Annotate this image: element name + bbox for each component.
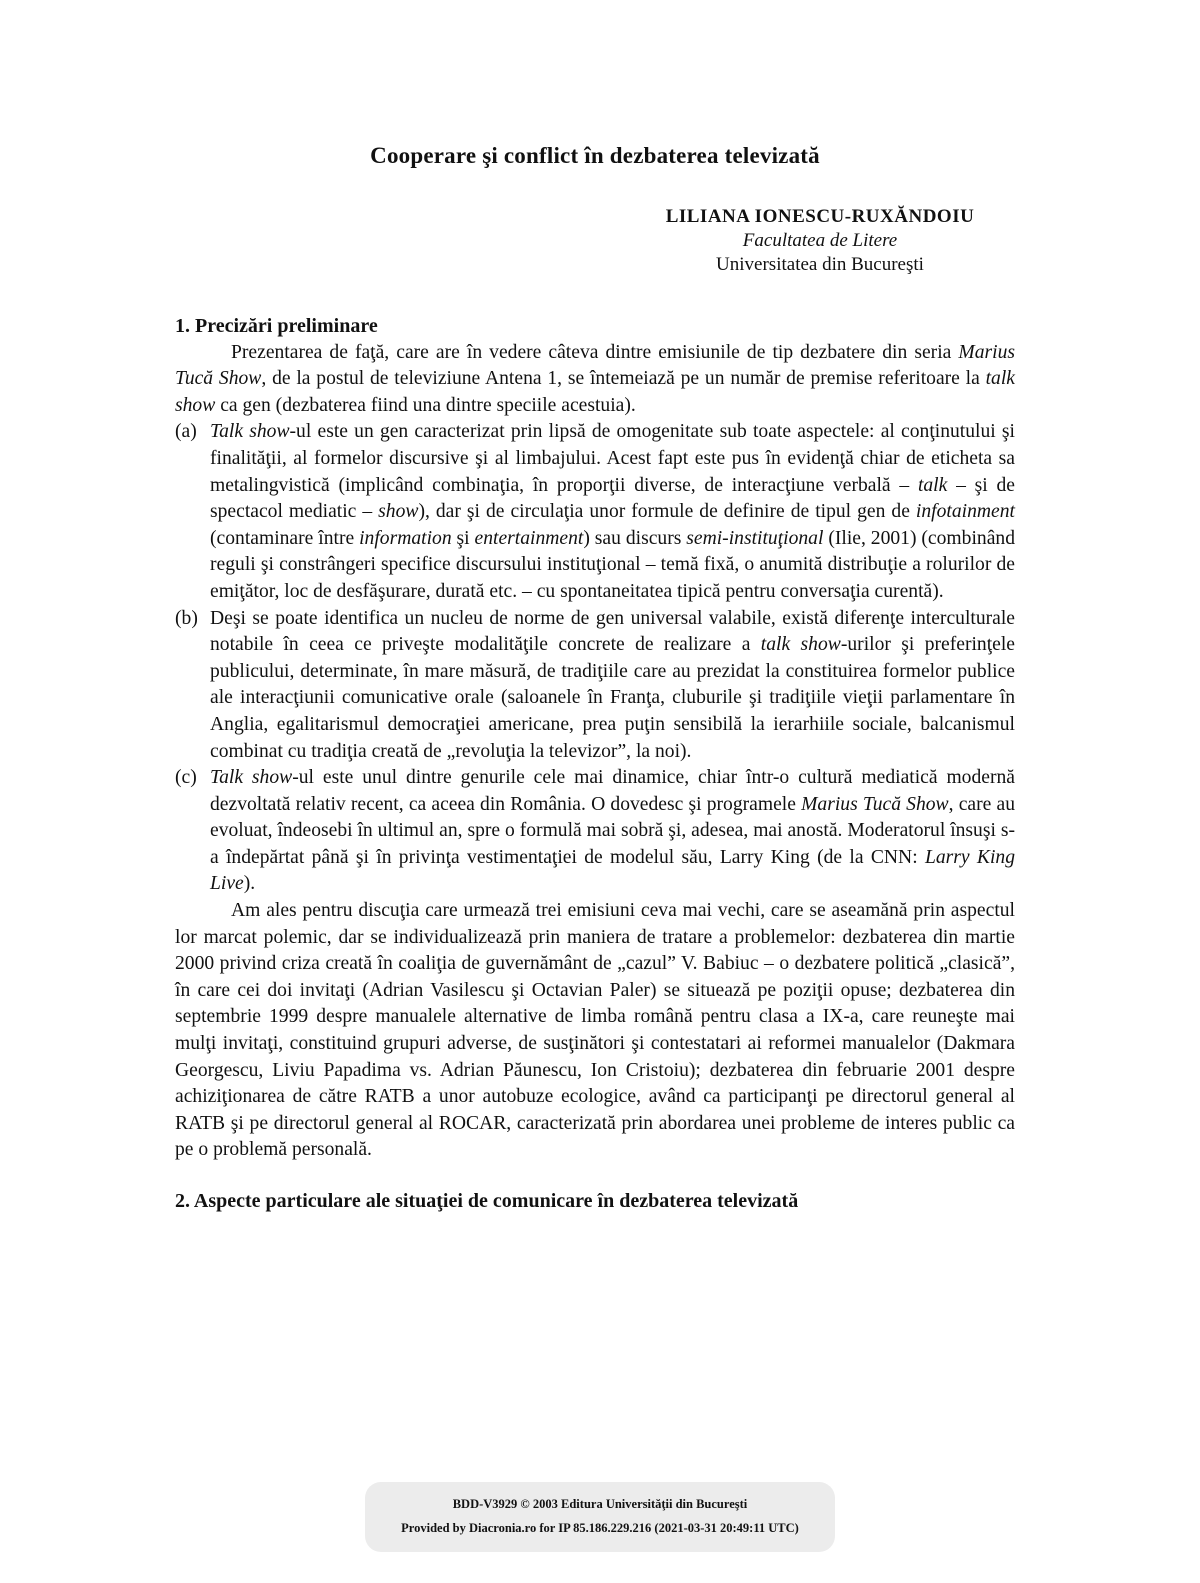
italic-term: show [378, 501, 419, 523]
list-item-text: Talk show-ul este unul dintre genurile cele mai dinamice, chiar într-o cultură mediatică modernă dezvoltată relativ recent, ca aceea din România. O dovedesc şi programele Marius Tucă Show, care au evoluat, îndeosebi în ultimul an, spre o formulă mai sobră şi, adesea, mai anostă. Moderatorul însuşi s-a îndepărtat până şi în privinţa vestimentaţiei de modelul său, Larry King (de la CNN: Larry King Live). [210, 767, 1015, 895]
italic-term: Larry King Live [210, 846, 1015, 895]
author-name: LILIANA IONESCU-RUXĂNDOIU [665, 206, 975, 227]
author-faculty: Facultatea de Litere [742, 230, 898, 251]
list-item-label: (a) [175, 421, 197, 443]
italic-term: talk show [175, 368, 1015, 416]
list-item-c [175, 765, 1015, 898]
author-university: Universitatea din Bucureşti [716, 254, 924, 275]
list-item-text: Talk show-ul este un gen caracterizat prin lipsă de omogenitate sub toate aspectele: al conţinutului şi finalităţii, al formelor discursive şi al limbajului. Acest fapt este pus în evidenţă chiar de eticheta sa metalingvistică (implicând combinaţia, în proporţii diverse, de interacţiune verbală – talk – şi de spectacol mediatic – show), dar şi de circulaţia unor formule de definire de tipul gen de infotainment (contaminare între information şi entertainment) sau discurs semi-instituţional (Ilie, 2001) (combinând reguli şi constrângeri specifice discursului instituţional – temă fixă, o anumită distribuţie a rolurilor de emiţător, loc de desfăşurare, durată etc. – cu spontaneitatea tipică pentru conversaţia curentă). [210, 421, 1015, 602]
section-1-heading: 1. Precizări preliminare [175, 315, 378, 337]
provenance-footer [365, 1482, 835, 1552]
italic-term: Marius Tucă Show [175, 341, 1015, 390]
intro-paragraph: Prezentarea de faţă, care are în vedere câteva dintre emisiunile de tip dezbatere din seria Marius Tucă Show, de la postul de televiziune Antena 1, se întemeiază pe un număr de premise referitoare la talk show ca gen (dezbaterea fiind una dintre speciile acestuia). [175, 341, 1015, 416]
list-item-label: (b) [175, 607, 198, 629]
list-item-a [175, 419, 1015, 605]
list-item-label: (c) [175, 767, 197, 789]
italic-term: entertainment [474, 527, 584, 549]
italic-term: information [359, 527, 452, 549]
italic-term: Talk show [210, 767, 293, 789]
italic-term: infotainment [915, 501, 1015, 523]
italic-term: Marius Tucă Show [801, 793, 949, 815]
list-item-b [175, 606, 1015, 766]
body-text [175, 313, 1015, 1215]
italic-term: talk [917, 474, 948, 496]
section-2-heading: 2. Aspecte particulare ale situaţiei de comunicare în dezbaterea televizată [175, 1190, 799, 1212]
footer-copyright: BDD-V3929 © 2003 Editura Universităţii din Bucureşti [452, 1497, 748, 1511]
author-block [650, 205, 990, 277]
list-item-text: Deşi se poate identifica un nucleu de norme de gen universal valabile, există diferenţe interculturale notabile în ceea ce priveşte modalităţile concrete de realizare a talk show-urilor şi preferinţele publicului, determinate, în mare măsură, de tradiţiile care au prezidat la constituirea formelor publice ale interacţiunii comunicative orale (saloanele în Franţa, cluburile şi tradiţiile vieţii parlamentare în Anglia, egalitarismul democraţiei americane, prea puţin sensibilă la ierarhiile sociale, balcanismul combinat cu tradiţia creată de „revoluţia la televizor”, la noi). [210, 607, 1015, 762]
closing-paragraph: Am ales pentru discuţia care urmează trei emisiuni ceva mai vechi, care se aseamănă prin aspectul lor marcat polemic, dar se individualizează prin maniera de tratare a problemelor: dezbaterea din martie 2000 privind criza creată în coaliţia de guvernământ de „cazul” V. Babiuc – o dezbatere politică „clasică”, în care cei doi invitaţi (Adrian Vasilescu şi Octavian Paler) se situează pe poziţii opuse; dezbaterea din septembrie 1999 despre manualele alternative de limba română pentru clasa a IX-a, care reuneşte mai mulţi invitaţi, constituind grupuri adverse, de susţinători şi contestatari ai reformei manualelor (Dakmara Georgescu, Liviu Papadima vs. Adrian Păunescu, Ion Cristoiu); dezbaterea din februarie 2001 despre achiziţionarea de către RATB a unor autobuze ecologice, având ca participanţi pe directorul general al RATB şi pe directorul general al ROCAR, caracterizată prin abordarea unei probleme de interes public ca pe o problemă personală. [175, 900, 1015, 1161]
footer-provided-by: Provided by Diacronia.ro for IP 85.186.229.216 (2021-03-31 20:49:11 UTC) [401, 1521, 799, 1535]
italic-term: Talk show [210, 421, 290, 443]
paper-title: Cooperare şi conflict în dezbaterea televizată [370, 143, 820, 168]
italic-term: semi-instituţional [686, 527, 824, 549]
italic-term: talk show [760, 634, 841, 656]
